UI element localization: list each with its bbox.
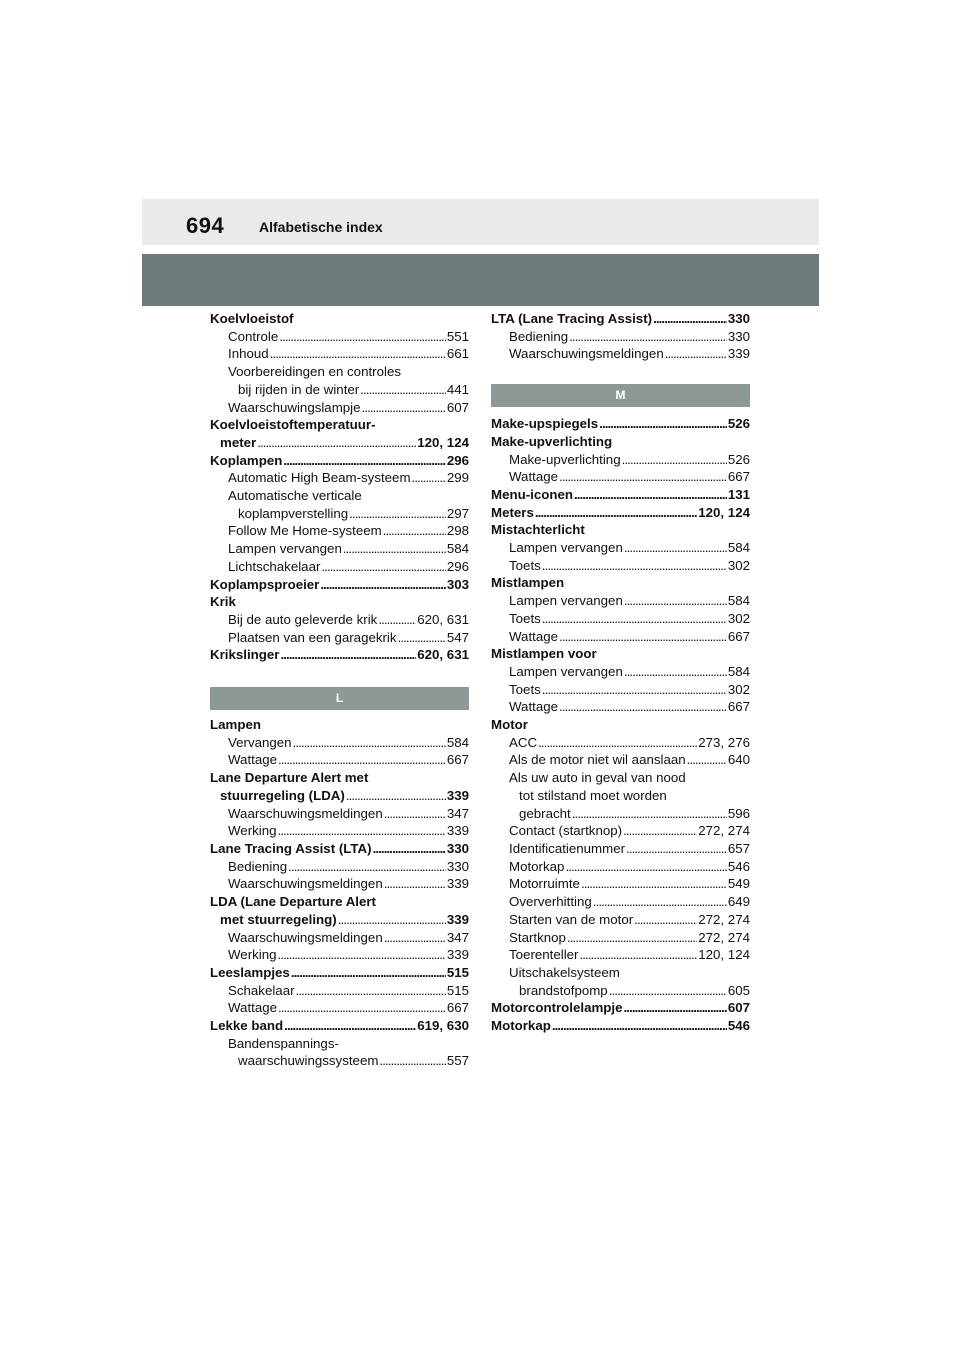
- entry-page: 515: [446, 964, 469, 980]
- entry-term: Plaatsen van een garagekrik: [228, 629, 397, 645]
- index-entry: [491, 521, 750, 539]
- entry-term: Waarschuwingsmeldingen: [228, 929, 383, 945]
- index-subentry: [491, 610, 750, 628]
- dot-leader: [624, 999, 727, 1017]
- dot-leader: [622, 451, 727, 469]
- index-subentry: [210, 946, 469, 964]
- index-subentry: [210, 487, 469, 505]
- entry-page: 526: [727, 451, 750, 467]
- index-block: [491, 310, 750, 363]
- entry-page: 584: [727, 593, 750, 609]
- entry-term: Motorruimte: [509, 876, 580, 892]
- entry-page: 339: [446, 876, 469, 892]
- dot-leader: [257, 434, 416, 452]
- entry-page: 526: [727, 416, 750, 432]
- dot-leader: [378, 611, 416, 629]
- entry-page: 557: [446, 1053, 469, 1069]
- entry-page: 584: [446, 541, 469, 557]
- dot-leader: [320, 576, 445, 594]
- dot-leader: [270, 345, 446, 363]
- dot-leader: [574, 486, 727, 504]
- entry-term: Voorbereidingen en controles: [228, 364, 401, 380]
- entry-page: 330: [446, 840, 469, 856]
- dot-leader: [384, 929, 446, 947]
- entry-term: Koelvloeistoftemperatuur-: [210, 417, 376, 433]
- entry-term: Toets: [509, 681, 541, 697]
- entry-page: 273, 276: [698, 734, 750, 750]
- entry-term: Motorcontrolelampje: [491, 1000, 623, 1016]
- entry-page: 120, 124: [417, 434, 469, 450]
- index-subentry: [491, 539, 750, 557]
- dot-leader: [624, 663, 727, 681]
- index-subentry: [210, 363, 469, 381]
- dot-leader: [291, 964, 446, 982]
- entry-page: 120, 124: [698, 504, 750, 520]
- entry-term: Toets: [509, 557, 541, 573]
- entry-page: 330: [727, 328, 750, 344]
- entry-term: Lampen vervangen: [509, 663, 623, 679]
- entry-term: stuurregeling (LDA): [220, 787, 345, 803]
- dot-leader: [362, 399, 446, 417]
- index-subentry: [210, 558, 469, 576]
- index-entry: [210, 787, 469, 805]
- entry-page: 347: [446, 929, 469, 945]
- header-band: [142, 254, 819, 306]
- index-entry: [491, 504, 750, 522]
- index-subentry: [491, 805, 750, 823]
- dot-leader: [346, 787, 446, 805]
- dot-leader: [552, 1017, 727, 1035]
- entry-term: Waarschuwingsmeldingen: [228, 876, 383, 892]
- dot-leader: [538, 734, 697, 752]
- dot-leader: [373, 840, 446, 858]
- entry-page: 607: [727, 1000, 750, 1016]
- index-subentry: [491, 893, 750, 911]
- dot-leader: [280, 646, 416, 664]
- entry-page: 441: [446, 381, 469, 397]
- index-subentry: [210, 734, 469, 752]
- dot-leader: [579, 946, 697, 964]
- entry-page: 546: [727, 858, 750, 874]
- entry-term: Toets: [509, 610, 541, 626]
- entry-page: 302: [727, 681, 750, 697]
- letter-divider-l: L: [210, 687, 469, 710]
- index-entry: [210, 1017, 469, 1035]
- entry-term: Als uw auto in geval van nood: [509, 770, 686, 786]
- entry-page: 347: [446, 805, 469, 821]
- dot-leader: [284, 1017, 416, 1035]
- entry-page: 298: [446, 523, 469, 539]
- dot-leader: [296, 982, 446, 1000]
- index-entry: [491, 486, 750, 504]
- entry-term: Lampen vervangen: [228, 541, 342, 557]
- entry-term: Bandenspannings-: [228, 1035, 339, 1051]
- index-entry: [210, 416, 469, 434]
- index-subentry: [210, 522, 469, 540]
- dot-leader: [384, 875, 446, 893]
- entry-term: Make-upverlichting: [491, 433, 613, 449]
- entry-page: 620, 631: [417, 647, 469, 663]
- page-number: 694: [186, 213, 225, 238]
- index-subentry: [491, 982, 750, 1000]
- dot-leader: [288, 858, 446, 876]
- entry-term: Lichtschakelaar: [228, 558, 321, 574]
- entry-page: 302: [727, 610, 750, 626]
- entry-page: 339: [446, 823, 469, 839]
- entry-term: Wattage: [228, 752, 278, 768]
- entry-page: 339: [446, 947, 469, 963]
- entry-term: Contact (startknop): [509, 823, 623, 839]
- index-entry: [210, 769, 469, 787]
- dot-leader: [349, 505, 446, 523]
- dot-leader: [360, 381, 446, 399]
- entry-term: LDA (Lane Departure Alert: [210, 894, 376, 910]
- entry-term: Inhoud: [228, 346, 269, 362]
- entry-term: Lane Departure Alert met: [210, 770, 369, 786]
- entry-term: Menu-iconen: [491, 486, 573, 502]
- entry-term: Startknop: [509, 929, 566, 945]
- dot-leader: [283, 452, 445, 470]
- entry-term: Bij de auto geleverde krik: [228, 611, 378, 627]
- index-subentry: [491, 929, 750, 947]
- index-subentry: [491, 911, 750, 929]
- entry-term: Identificatienummer: [509, 840, 626, 856]
- index-subentry: [491, 858, 750, 876]
- entry-term: Wattage: [228, 1000, 278, 1016]
- entry-term: Toerenteller: [509, 947, 579, 963]
- entry-page: 339: [727, 346, 750, 362]
- dot-leader: [624, 539, 727, 557]
- entry-term: Koplampsproeier: [210, 576, 320, 592]
- entry-page: 303: [446, 576, 469, 592]
- entry-term: Werking: [228, 823, 277, 839]
- entry-page: 330: [727, 311, 750, 326]
- entry-term: Bediening: [228, 858, 288, 874]
- entry-term: waarschuwingssysteem: [238, 1053, 379, 1069]
- dot-leader: [567, 929, 697, 947]
- entry-term: Meters: [491, 504, 534, 520]
- dot-leader: [559, 628, 727, 646]
- entry-page: 339: [446, 911, 469, 927]
- entry-page: 649: [727, 894, 750, 910]
- entry-page: 297: [446, 505, 469, 521]
- index-subentry: [210, 999, 469, 1017]
- index-entry: [210, 893, 469, 911]
- index-subentry: [491, 751, 750, 769]
- index-subentry: [491, 840, 750, 858]
- index-entry: [210, 576, 469, 594]
- dot-leader: [599, 415, 727, 433]
- index-subentry: [491, 451, 750, 469]
- entry-term: brandstofpomp: [519, 982, 608, 998]
- entry-page: 131: [727, 486, 750, 502]
- dot-leader: [593, 893, 727, 911]
- entry-page: 667: [727, 469, 750, 485]
- dot-leader: [542, 557, 727, 575]
- dot-leader: [624, 592, 727, 610]
- index-entry: [210, 434, 469, 452]
- index-subentry: [210, 629, 469, 647]
- entry-page: 596: [727, 805, 750, 821]
- entry-page: 584: [727, 540, 750, 556]
- index-subentry: [491, 328, 750, 346]
- index-entry: [491, 433, 750, 451]
- entry-page: 272, 274: [698, 929, 750, 945]
- index-entry: [491, 574, 750, 592]
- index-subentry: [210, 929, 469, 947]
- index-subentry: [210, 805, 469, 823]
- entry-page: 657: [727, 840, 750, 856]
- index-entry: [491, 716, 750, 734]
- index-entry: [210, 593, 469, 611]
- entry-term: Waarschuwingsmeldingen: [228, 805, 383, 821]
- index-entry: [491, 645, 750, 663]
- index-entry: [491, 310, 750, 328]
- index-subentry: [491, 557, 750, 575]
- entry-page: 605: [727, 982, 750, 998]
- index-subentry: [210, 328, 469, 346]
- index-subentry: [210, 1052, 469, 1070]
- entry-term: tot stilstand moet worden: [519, 787, 667, 803]
- index-subentry: [491, 663, 750, 681]
- dot-leader: [321, 558, 445, 576]
- entry-page: 546: [727, 1018, 750, 1034]
- entry-term: Motorkap: [491, 1018, 551, 1034]
- index-column-left: [210, 310, 469, 1070]
- entry-term: meter: [220, 434, 257, 450]
- entry-term: bij rijden in de winter: [238, 381, 360, 397]
- index-subentry: [491, 734, 750, 752]
- index-subentry: [210, 469, 469, 487]
- index-subentry: [210, 540, 469, 558]
- dot-leader: [623, 822, 697, 840]
- entry-term: Waarschuwingsmeldingen: [509, 346, 664, 362]
- entry-term: Make-upverlichting: [509, 451, 621, 467]
- entry-term: Follow Me Home-systeem: [228, 523, 382, 539]
- dot-leader: [379, 1052, 445, 1070]
- index-column-right: [491, 310, 750, 1035]
- dot-leader: [542, 681, 727, 699]
- index-subentry: [491, 822, 750, 840]
- entry-term: Werking: [228, 947, 277, 963]
- entry-term: Mistlampen: [491, 575, 565, 591]
- entry-page: 607: [446, 399, 469, 415]
- index-subentry: [491, 681, 750, 699]
- dot-leader: [535, 504, 697, 522]
- entry-term: Bediening: [509, 328, 569, 344]
- entry-term: Als de motor niet wil aanslaan: [509, 752, 686, 768]
- dot-leader: [687, 751, 727, 769]
- entry-page: 667: [727, 628, 750, 644]
- entry-term: gebracht: [519, 805, 571, 821]
- entry-page: 339: [446, 787, 469, 803]
- index-entry: [210, 964, 469, 982]
- dot-leader: [278, 822, 446, 840]
- entry-page: 302: [727, 557, 750, 573]
- dot-leader: [412, 469, 446, 487]
- dot-leader: [384, 805, 446, 823]
- entry-term: Lane Tracing Assist (LTA): [210, 840, 372, 856]
- entry-page: 640: [727, 752, 750, 768]
- entry-term: Automatic High Beam-systeem: [228, 470, 411, 486]
- entry-term: Uitschakelsysteem: [509, 964, 620, 980]
- index-entry: [491, 1017, 750, 1035]
- entry-page: 515: [446, 982, 469, 998]
- dot-leader: [398, 629, 446, 647]
- dot-leader: [338, 911, 446, 929]
- entry-page: 120, 124: [698, 947, 750, 963]
- dot-leader: [279, 328, 446, 346]
- entry-page: 661: [446, 346, 469, 362]
- index-entry: [210, 840, 469, 858]
- index-subentry: [491, 592, 750, 610]
- entry-term: Mistlampen voor: [491, 646, 597, 662]
- entry-page: 296: [446, 558, 469, 574]
- dot-leader: [626, 840, 727, 858]
- entry-term: koplampverstelling: [238, 505, 349, 521]
- entry-term: Starten van de motor: [509, 911, 634, 927]
- entry-term: Make-upspiegels: [491, 416, 599, 432]
- entry-page: 272, 274: [698, 911, 750, 927]
- dot-leader: [278, 751, 446, 769]
- dot-leader: [542, 610, 727, 628]
- entry-term: Schakelaar: [228, 982, 295, 998]
- entry-page: 551: [446, 328, 469, 344]
- index-subentry: [210, 505, 469, 523]
- entry-page: 620, 631: [417, 611, 469, 627]
- dot-leader: [634, 911, 697, 929]
- dot-leader: [653, 310, 727, 328]
- index-entry: [491, 999, 750, 1017]
- dot-leader: [609, 982, 727, 1000]
- index-entry: [210, 646, 469, 664]
- index-subentry: [491, 628, 750, 646]
- index-subentry: [210, 982, 469, 1000]
- entry-page: 619, 630: [417, 1018, 469, 1034]
- index-entry: [210, 911, 469, 929]
- entry-term: Controle: [228, 328, 279, 344]
- dot-leader: [278, 946, 446, 964]
- section-title: Alfabetische index: [259, 219, 383, 235]
- index-subentry: [210, 822, 469, 840]
- index-subentry: [491, 468, 750, 486]
- entry-term: ACC: [509, 734, 538, 750]
- entry-term: Lampen: [210, 717, 261, 733]
- dot-leader: [383, 522, 446, 540]
- index-entry: [491, 415, 750, 433]
- entry-term: Lampen vervangen: [509, 593, 623, 609]
- entry-term: met stuurregeling): [220, 911, 337, 927]
- entry-term: Krikslinger: [210, 647, 280, 663]
- dot-leader: [559, 698, 727, 716]
- entry-term: Motorkap: [509, 858, 565, 874]
- entry-term: Wattage: [509, 628, 559, 644]
- entry-term: Motor: [491, 717, 528, 733]
- index-subentry: [491, 345, 750, 363]
- entry-page: 272, 274: [698, 823, 750, 839]
- dot-leader: [293, 734, 446, 752]
- index-subentry: [491, 946, 750, 964]
- entry-page: 549: [727, 876, 750, 892]
- entry-page: 296: [446, 452, 469, 468]
- entry-page: 299: [446, 470, 469, 486]
- index-subentry: [491, 787, 750, 805]
- entry-page: 584: [727, 663, 750, 679]
- index-subentry: [210, 381, 469, 399]
- dot-leader: [665, 345, 727, 363]
- dot-leader: [572, 805, 727, 823]
- dot-leader: [565, 858, 726, 876]
- index-entry: [210, 310, 469, 328]
- entry-term: Lekke band: [210, 1018, 284, 1034]
- entry-term: Wattage: [509, 699, 559, 715]
- entry-page: 667: [727, 699, 750, 715]
- entry-term: Mistachterlicht: [491, 522, 585, 538]
- index-subentry: [491, 964, 750, 982]
- entry-page: 667: [446, 1000, 469, 1016]
- index-subentry: [210, 751, 469, 769]
- dot-leader: [559, 468, 727, 486]
- index-subentry: [210, 875, 469, 893]
- index-entry: [210, 716, 469, 734]
- entry-term: Automatische verticale: [228, 488, 362, 504]
- index-subentry: [210, 399, 469, 417]
- entry-term: Leeslampjes: [210, 964, 290, 980]
- dot-leader: [343, 540, 446, 558]
- entry-term: Krik: [210, 594, 236, 610]
- entry-page: 330: [446, 858, 469, 874]
- entry-page: 547: [446, 629, 469, 645]
- header-bar: [142, 199, 819, 245]
- entry-term: Koelvloeistof: [210, 311, 294, 326]
- index-block: [210, 716, 469, 1070]
- index-entry: [210, 452, 469, 470]
- entry-term: Vervangen: [228, 734, 292, 750]
- index-subentry: [210, 1035, 469, 1053]
- entry-term: Koplampen: [210, 452, 283, 468]
- letter-divider-m: M: [491, 384, 750, 407]
- dot-leader: [569, 328, 727, 346]
- index-subentry: [491, 698, 750, 716]
- entry-term: Lampen vervangen: [509, 540, 623, 556]
- index-block: [491, 415, 750, 1035]
- entry-term: Wattage: [509, 469, 559, 485]
- index-subentry: [210, 611, 469, 629]
- entry-term: LTA (Lane Tracing Assist): [491, 311, 653, 326]
- entry-term: Oververhitting: [509, 894, 592, 910]
- entry-page: 667: [446, 752, 469, 768]
- index-subentry: [491, 769, 750, 787]
- index-subentry: [210, 345, 469, 363]
- entry-page: 584: [446, 734, 469, 750]
- index-subentry: [491, 875, 750, 893]
- dot-leader: [581, 875, 727, 893]
- dot-leader: [278, 999, 446, 1017]
- index-block: [210, 310, 469, 664]
- entry-term: Waarschuwingslampje: [228, 399, 361, 415]
- index-subentry: [210, 858, 469, 876]
